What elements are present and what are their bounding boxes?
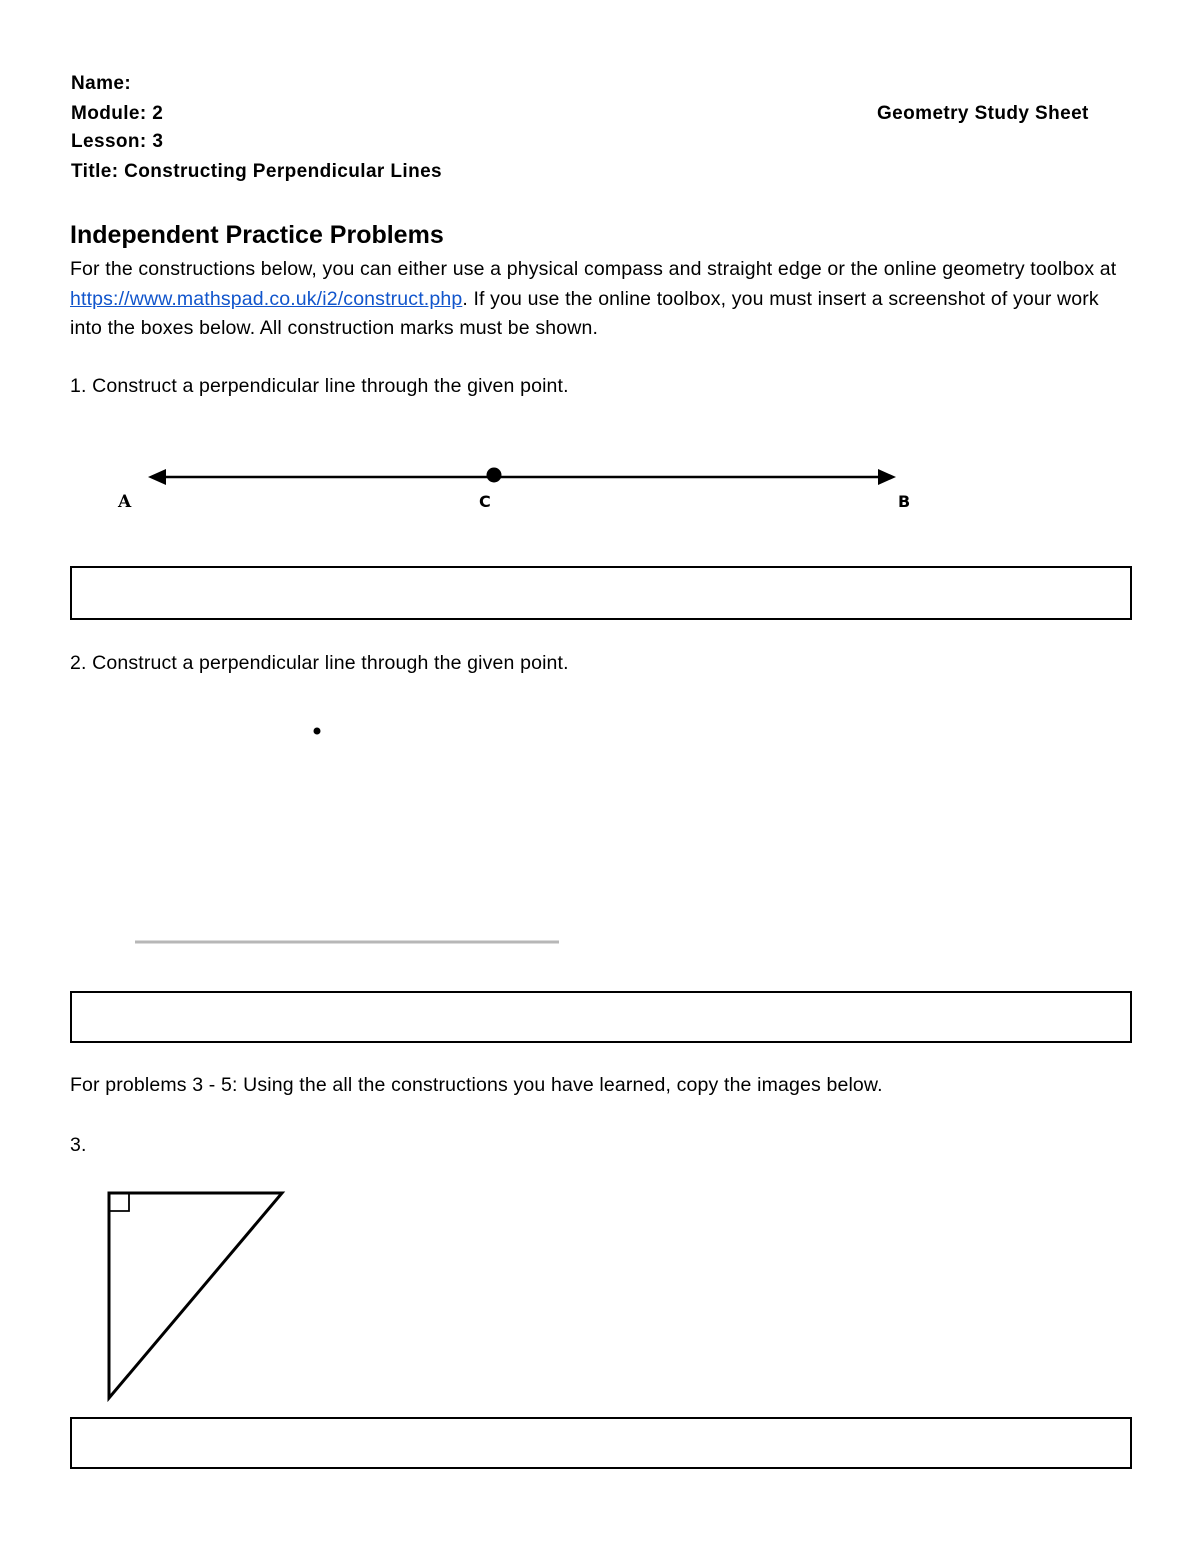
- answer-box-3[interactable]: [70, 1417, 1132, 1469]
- section-heading: Independent Practice Problems: [70, 221, 444, 249]
- problem-2-prompt: 2. Construct a perpendicular line through the given point.: [70, 652, 569, 674]
- right-angle-mark: [109, 1193, 129, 1211]
- problem-3-figure: [0, 1180, 400, 1410]
- intro-text-end: . If you use the online toolbox, you must insert a screenshot of your work into the boxes below. All construction marks must be shown.: [70, 287, 1099, 339]
- answer-box-1[interactable]: [70, 566, 1132, 620]
- sheet-title: Geometry Study Sheet: [877, 103, 1089, 124]
- point-c: [487, 468, 502, 483]
- label-c: C: [479, 492, 491, 511]
- answer-box-2[interactable]: [70, 991, 1132, 1043]
- intro-text-start: For the constructions below, you can either use a physical compass and straight edge or the online geometry toolbox at: [70, 258, 1117, 280]
- problems-3-5-instruction: For problems 3 - 5: Using the all the constructions you have learned, copy the images below.: [70, 1074, 883, 1096]
- problem-2-figure: [0, 720, 1200, 950]
- name-label: Name:: [71, 73, 132, 94]
- title-label: Title: Constructing Perpendicular Lines: [71, 161, 443, 182]
- construct-toolbox-link[interactable]: https://www.mathspad.co.uk/i2/construct.php: [70, 287, 463, 310]
- arrowhead-left: [148, 469, 166, 485]
- right-triangle: [109, 1193, 282, 1398]
- given-point: [314, 728, 321, 735]
- intro-paragraph: [70, 255, 1130, 344]
- problem-3-number: 3.: [70, 1134, 87, 1156]
- label-a: A: [118, 492, 132, 512]
- problem-1-figure: [0, 455, 1200, 525]
- label-b: B: [898, 492, 911, 511]
- problem-1-prompt: 1. Construct a perpendicular line through the given point.: [70, 375, 569, 397]
- arrowhead-right: [878, 469, 896, 485]
- lesson-label: Lesson: 3: [71, 131, 164, 152]
- module-label: Module: 2: [71, 103, 164, 124]
